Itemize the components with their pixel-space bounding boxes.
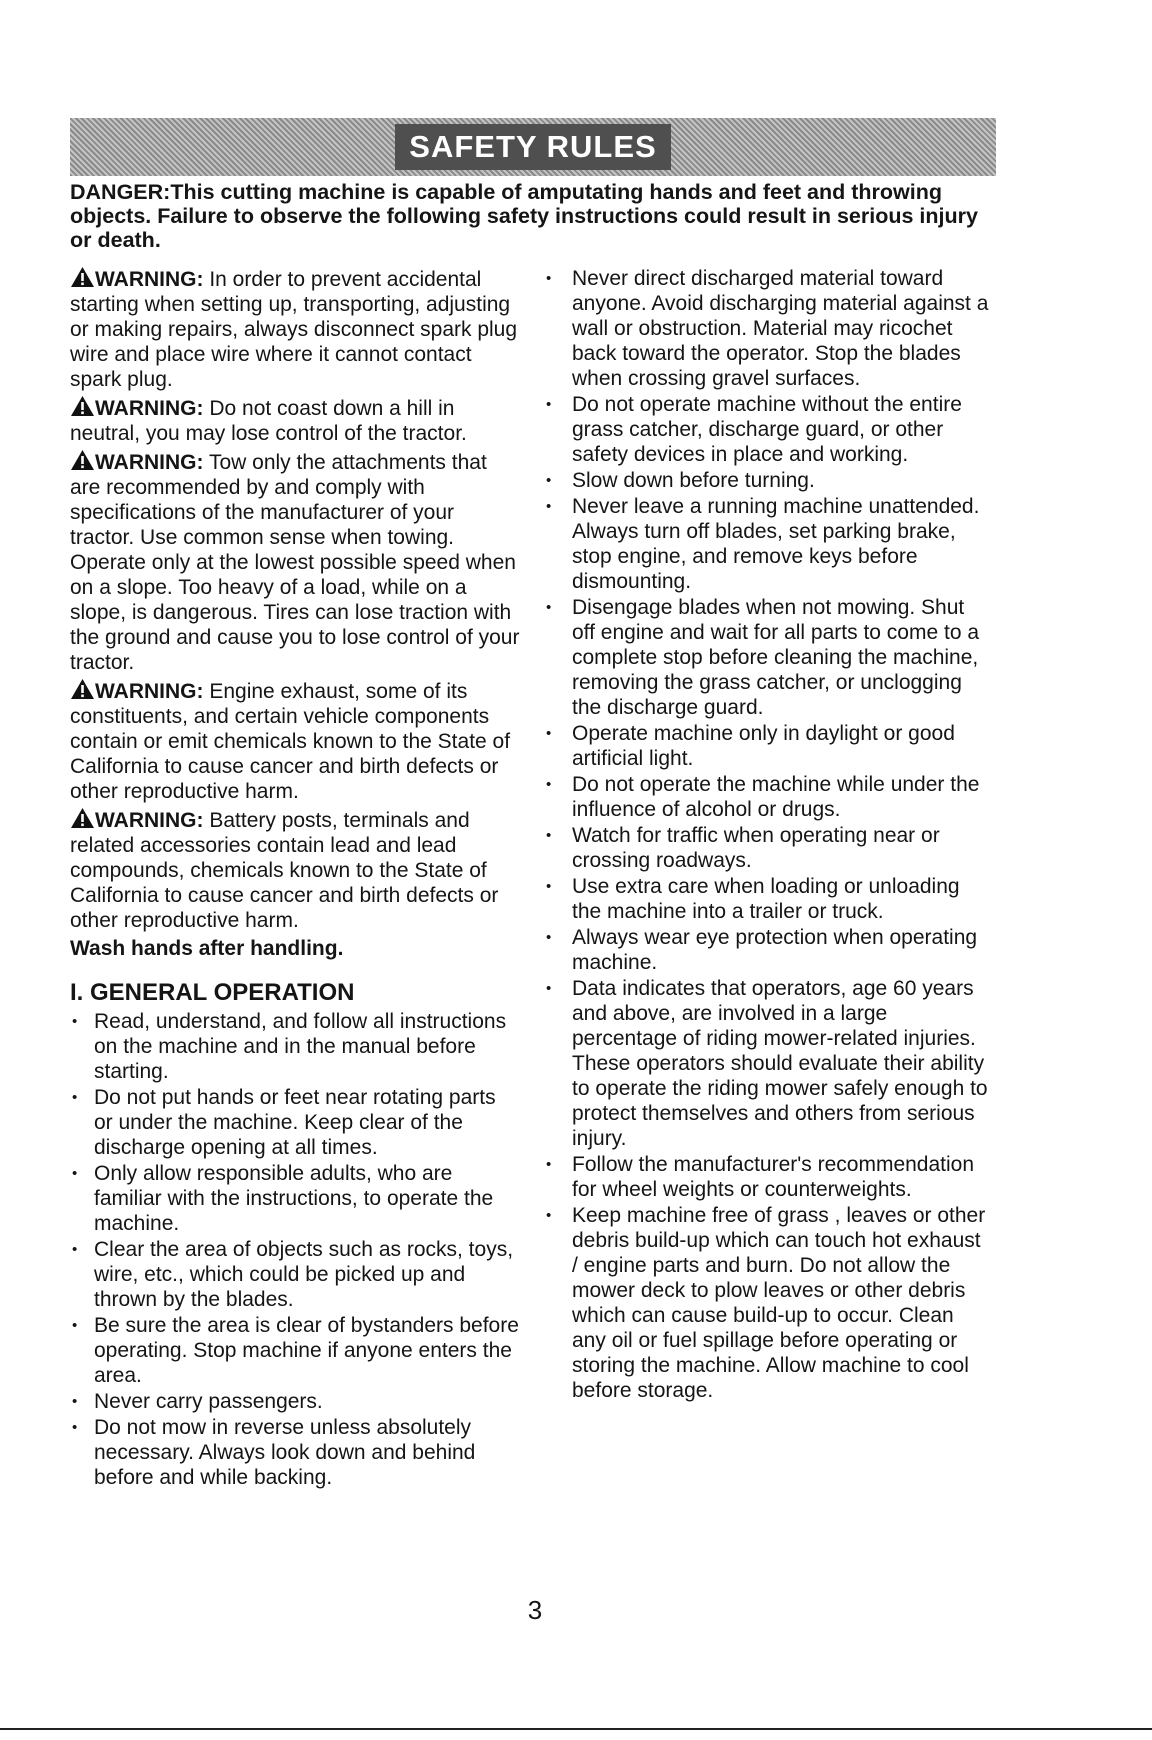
- bullet-text: Clear the area of objects such as rocks, toys, wire, etc., which could be picked up and thrown by the blades.: [94, 1238, 514, 1311]
- bullet-icon: •: [546, 827, 552, 844]
- bullet-icon: •: [72, 1419, 78, 1436]
- right-bullet-list: [542, 266, 992, 1403]
- warning-triangle-icon: [70, 395, 95, 417]
- bullet-item: [542, 874, 992, 924]
- bullet-icon: •: [546, 1207, 552, 1224]
- bullet-item: [70, 1313, 520, 1388]
- left-bullet-list: [70, 1009, 520, 1490]
- bullet-text: Be sure the area is clear of bystanders before operating. Stop machine if anyone enters the area.: [94, 1314, 519, 1387]
- section-heading: I. GENERAL OPERATION: [70, 979, 355, 1006]
- bullet-text: Data indicates that operators, age 60 years and above, are involved in a large percentage of riding mower-related injuries. These operators should evaluate their ability to operate the riding mower safely enough to protect themselves and others from serious injury.: [572, 977, 988, 1150]
- bullet-text: Follow the manufacturer's recommendation for wheel weights or counterweights.: [572, 1153, 975, 1201]
- right-column: [542, 266, 992, 1404]
- bullet-icon: •: [546, 980, 552, 997]
- warning-label: WARNING:: [95, 397, 204, 420]
- bullet-item: [542, 1152, 992, 1202]
- warning-paragraph: [70, 678, 520, 804]
- bullet-icon: •: [546, 878, 552, 895]
- warning-label: WARNING:: [95, 268, 204, 291]
- bullet-item: [542, 494, 992, 594]
- bullet-item: [542, 721, 992, 771]
- section-banner: [70, 118, 996, 176]
- bullet-text: Only allow responsible adults, who are familiar with the instructions, to operate the machine.: [94, 1162, 494, 1235]
- bullet-icon: •: [546, 929, 552, 946]
- bullet-icon: •: [546, 270, 552, 287]
- bullet-item: [70, 1161, 520, 1236]
- bullet-text: Never direct discharged material toward anyone. Avoid discharging material against a wall or obstruction. Material may ricochet back toward the operator. Stop the blades when crossing gravel surfaces.: [572, 267, 989, 390]
- bullet-text: Use extra care when loading or unloading the machine into a trailer or truck.: [572, 875, 960, 923]
- bullet-item: [70, 1009, 520, 1084]
- banner-title: SAFETY RULES: [395, 124, 670, 170]
- warning-text: Do not coast down a hill in neutral, you may lose control of the tractor.: [70, 397, 467, 445]
- danger-statement: DANGER:This cutting machine is capable of amputating hands and feet and throwing objects. Failure to observe the following safety instructions could result in serious injury or death.: [70, 180, 978, 252]
- bullet-text: Never carry passengers.: [94, 1390, 323, 1413]
- warnings-list: [70, 266, 520, 933]
- warning-triangle-icon: [70, 266, 95, 288]
- bullet-icon: •: [72, 1013, 78, 1030]
- warning-text: In order to prevent accidental starting when setting up, transporting, adjusting or making repairs, always disconnect spark plug wire and place wire where it cannot contact spark plug.: [70, 268, 518, 391]
- bottom-rule: [0, 1728, 1152, 1730]
- bullet-text: Do not put hands or feet near rotating parts or under the machine. Keep clear of the discharge opening at all times.: [94, 1086, 496, 1159]
- bullet-icon: •: [72, 1393, 78, 1410]
- bullet-text: Disengage blades when not mowing. Shut off engine and wait for all parts to come to a complete stop before cleaning the machine, removing the grass catcher, or unclogging the discharge guard.: [572, 596, 980, 719]
- warning-label: WARNING:: [95, 680, 204, 703]
- warning-paragraph: [70, 266, 520, 392]
- bullet-text: Always wear eye protection when operating machine.: [572, 926, 978, 974]
- bullet-icon: •: [546, 776, 552, 793]
- bullet-item: [542, 595, 992, 720]
- warning-paragraph: [70, 449, 520, 675]
- bullet-item: [542, 772, 992, 822]
- bullet-text: Slow down before turning.: [572, 469, 815, 492]
- warning-triangle-icon: [70, 449, 95, 471]
- bullet-item: [542, 468, 992, 493]
- bullet-item: [542, 823, 992, 873]
- bullet-icon: •: [546, 725, 552, 742]
- warning-triangle-icon: [70, 678, 95, 700]
- bullet-text: Read, understand, and follow all instructions on the machine and in the manual before starting.: [94, 1010, 507, 1083]
- warning-text: Battery posts, terminals and related accessories contain lead and lead compounds, chemicals known to the State of California to cause cancer and birth defects or other reproductive harm.: [70, 809, 499, 932]
- warning-paragraph: [70, 395, 520, 446]
- bullet-item: [70, 1389, 520, 1414]
- page-number: 3: [527, 1595, 543, 1625]
- bullet-item: [70, 1085, 520, 1160]
- bullet-text: Keep machine free of grass , leaves or other debris build-up which can touch hot exhaust / engine parts and burn. Do not allow the mower deck to plow leaves or other debris which can cause build-up to occur. Clean any oil or fuel spillage before operating or storing the machine. Allow machine to cool before storage.: [572, 1204, 986, 1402]
- warning-paragraph: [70, 807, 520, 933]
- bullet-text: Do not mow in reverse unless absolutely necessary. Always look down and behind before and while backing.: [94, 1416, 476, 1489]
- left-column: [70, 266, 520, 1491]
- bullet-text: Do not operate machine without the entire grass catcher, discharge guard, or other safety devices in place and working.: [572, 393, 962, 466]
- bullet-text: Operate machine only in daylight or good artificial light.: [572, 722, 955, 770]
- bullet-text: Do not operate the machine while under the influence of alcohol or drugs.: [572, 773, 980, 821]
- warning-triangle-icon: [70, 807, 95, 829]
- bullet-item: [70, 1237, 520, 1312]
- bullet-item: [542, 1203, 992, 1403]
- bullet-text: Watch for traffic when operating near or crossing roadways.: [572, 824, 940, 872]
- bullet-icon: •: [546, 396, 552, 413]
- bullet-icon: •: [72, 1165, 78, 1182]
- bullet-icon: •: [546, 1156, 552, 1173]
- wash-hands-note: Wash hands after handling.: [70, 937, 344, 960]
- bullet-icon: •: [72, 1317, 78, 1334]
- bullet-item: [70, 1415, 520, 1490]
- bullet-icon: •: [546, 599, 552, 616]
- warning-label: WARNING:: [95, 809, 204, 832]
- warning-text: Engine exhaust, some of its constituents, and certain vehicle components contain or emit chemicals known to the State of California to cause cancer and birth defects or other reproductive harm.: [70, 680, 511, 803]
- bullet-icon: •: [72, 1241, 78, 1258]
- bullet-item: [542, 976, 992, 1151]
- bullet-item: [542, 925, 992, 975]
- bullet-icon: •: [72, 1089, 78, 1106]
- bullet-item: [542, 266, 992, 391]
- bullet-icon: •: [546, 472, 552, 489]
- warning-label: WARNING:: [95, 451, 204, 474]
- bullet-text: Never leave a running machine unattended. Always turn off blades, set parking brake, stop engine, and remove keys before dismounting.: [572, 495, 980, 593]
- bullet-item: [542, 392, 992, 467]
- bullet-icon: •: [546, 498, 552, 515]
- warning-text: Tow only the attachments that are recommended by and comply with specifications of the manufacturer of your tractor. Use common sense when towing. Operate only at the lowest possible speed when on a slope. Too heavy of a load, while on a slope, is dangerous. Tires can lose traction with the ground and cause you to lose control of your tractor.: [70, 451, 520, 674]
